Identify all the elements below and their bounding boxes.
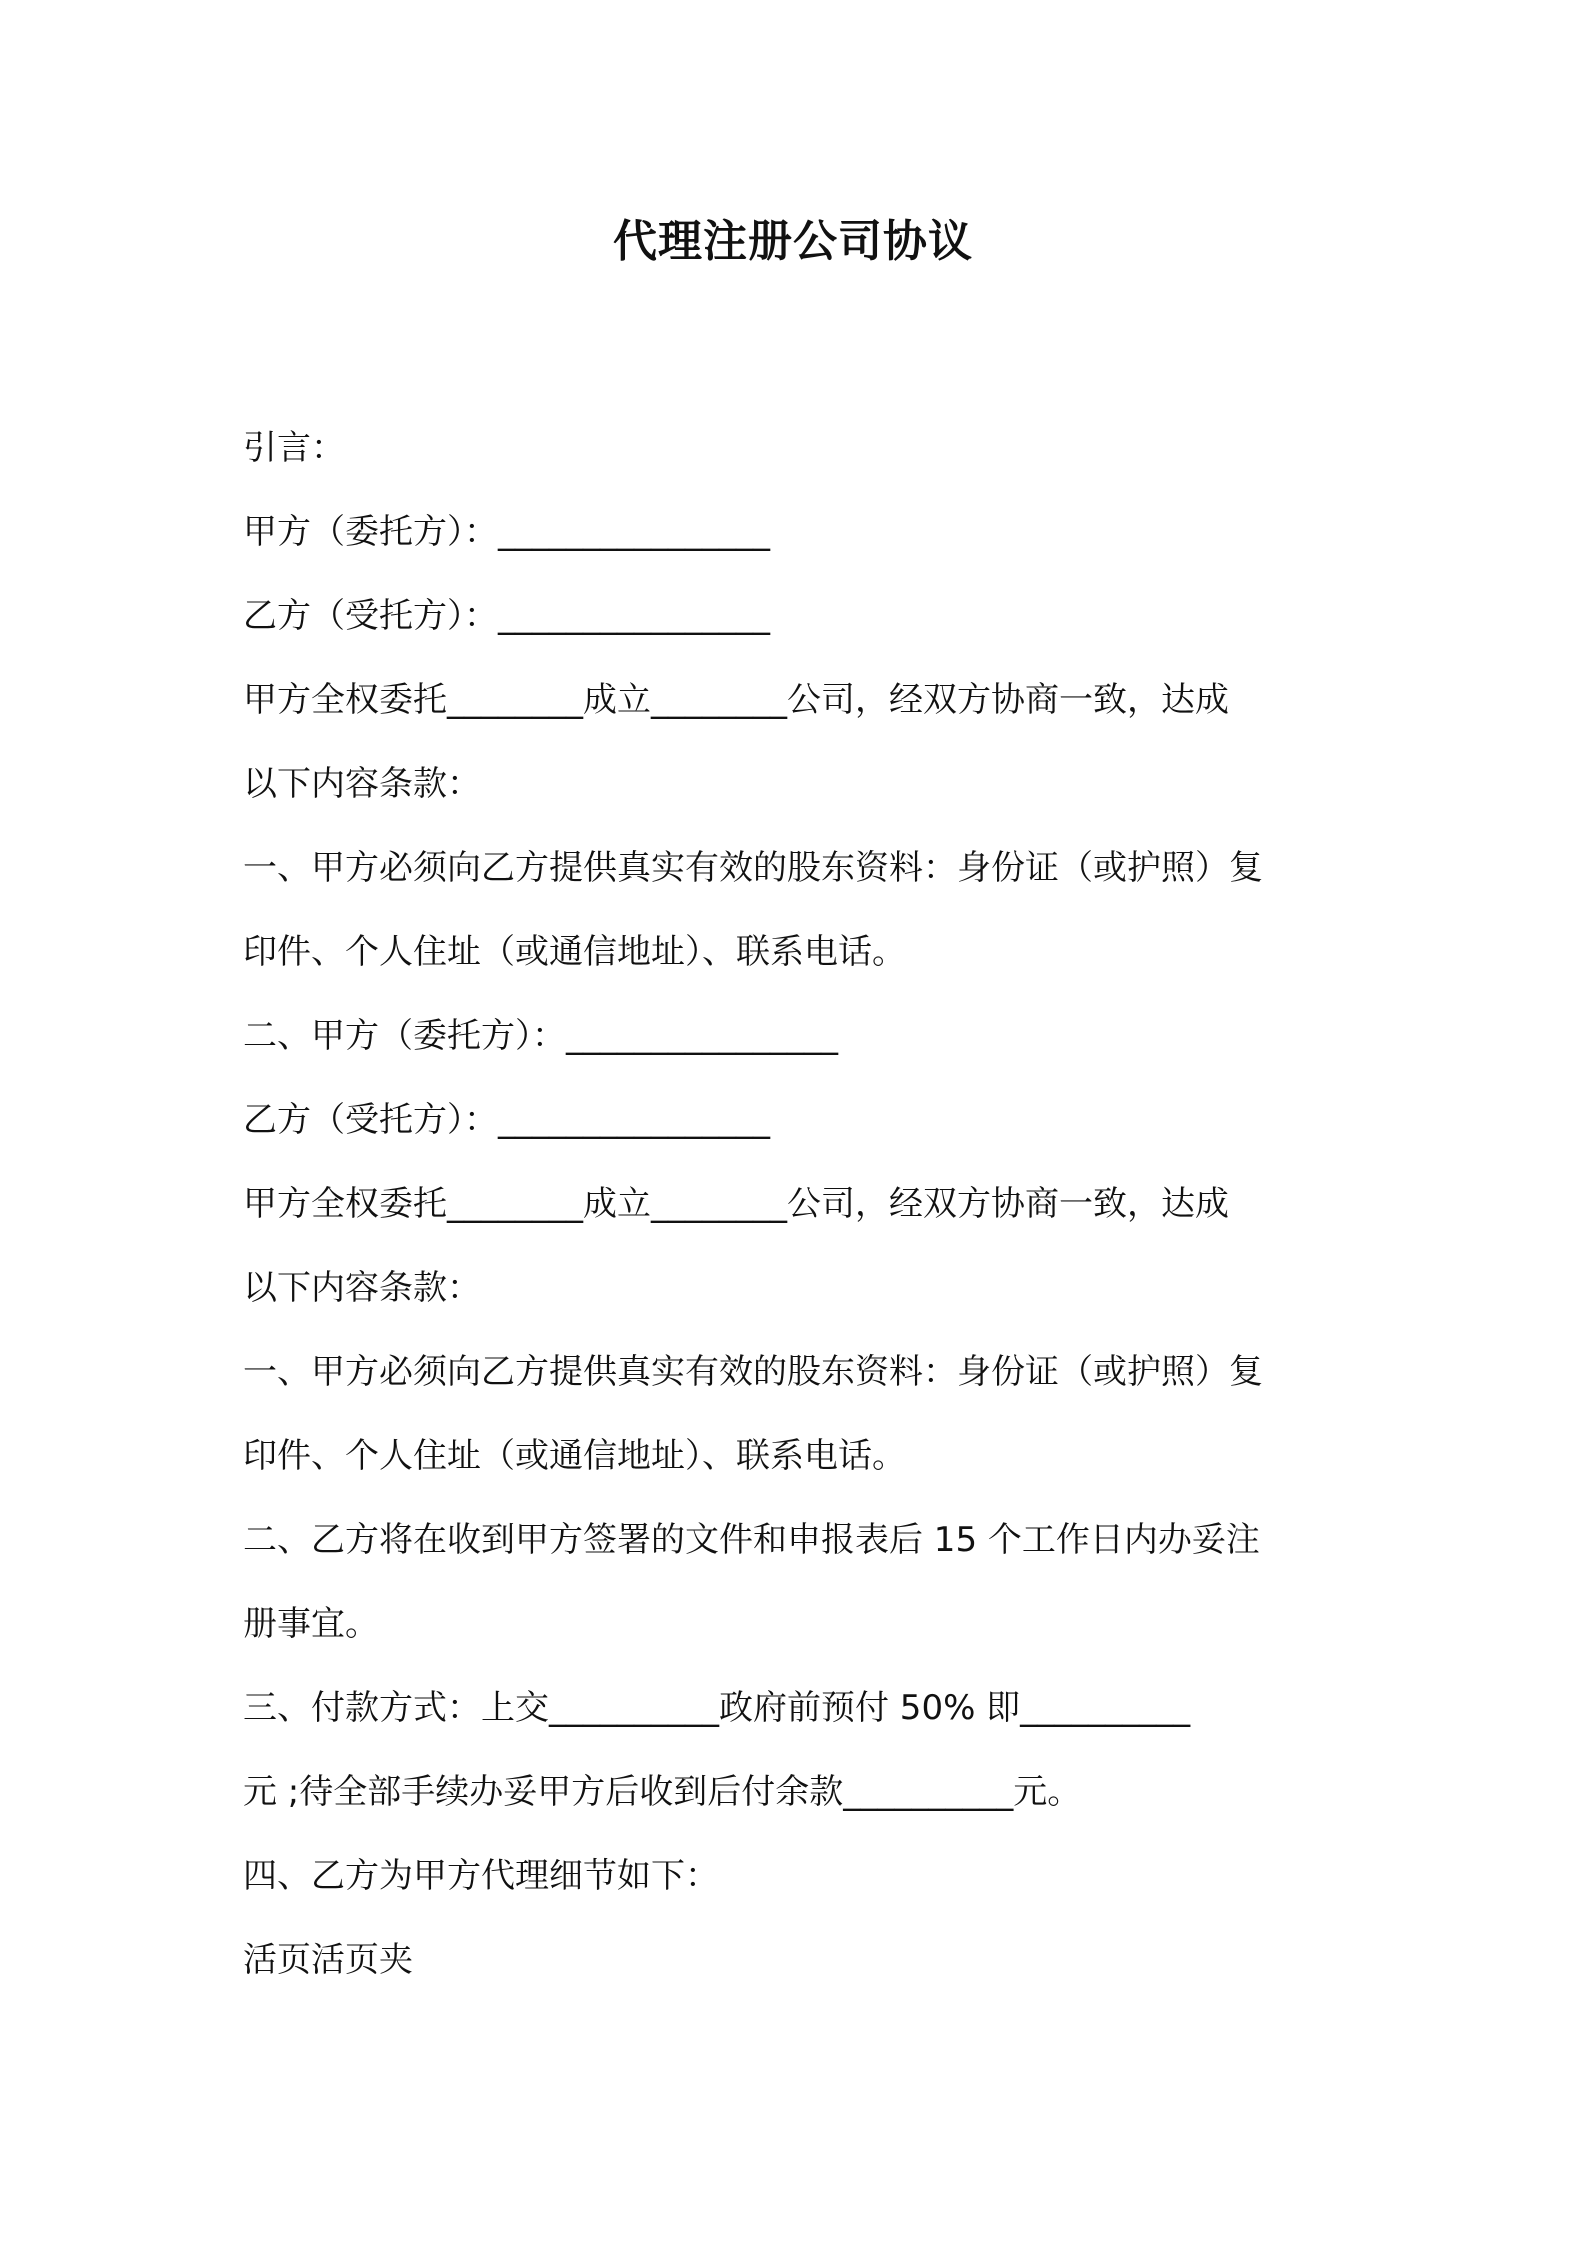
clause-4-line: 四、乙方为甲方代理细节如下：	[243, 1856, 719, 1896]
clause-2-continued-line: 册事宜。	[243, 1604, 379, 1644]
clause-4-detail-line: 活页活页夹	[243, 1940, 413, 1980]
entrust-repeat-line: 甲方全权委托________成立________公司，经双方协商一致，达成	[243, 1184, 1229, 1224]
clause-2-party-a-line: 二、甲方（委托方）：________________	[243, 1016, 838, 1056]
clause-1-repeat-continued-line: 印件、个人住址（或通信地址）、联系电话。	[243, 1436, 906, 1476]
terms-heading-line: 以下内容条款：	[243, 764, 481, 804]
party-b-line: 乙方（受托方）：________________	[243, 596, 770, 636]
document-body	[243, 406, 1355, 2002]
clause-1-line: 一、甲方必须向乙方提供真实有效的股东资料：身份证（或护照）复	[243, 848, 1263, 888]
clause-1-repeat-line: 一、甲方必须向乙方提供真实有效的股东资料：身份证（或护照）复	[243, 1352, 1263, 1392]
clause-2-line: 二、乙方将在收到甲方签署的文件和申报表后 15 个工作日内办妥注	[243, 1520, 1260, 1560]
clause-3-continued-line: 元 ;待全部手续办妥甲方后收到后付余款__________元。	[243, 1772, 1082, 1812]
clause-3-line: 三、付款方式：上交__________政府前预付 50% 即__________	[243, 1688, 1191, 1728]
document-title: 代理注册公司协议	[613, 216, 973, 267]
party-a-line: 甲方（委托方）：________________	[243, 512, 770, 552]
party-b-repeat-line: 乙方（受托方）：________________	[243, 1100, 770, 1140]
entrust-line: 甲方全权委托________成立________公司，经双方协商一致，达成	[243, 680, 1229, 720]
terms-heading-repeat-line: 以下内容条款：	[243, 1268, 481, 1308]
intro-line: 引言：	[243, 428, 345, 468]
clause-1-continued-line: 印件、个人住址（或通信地址）、联系电话。	[243, 932, 906, 972]
